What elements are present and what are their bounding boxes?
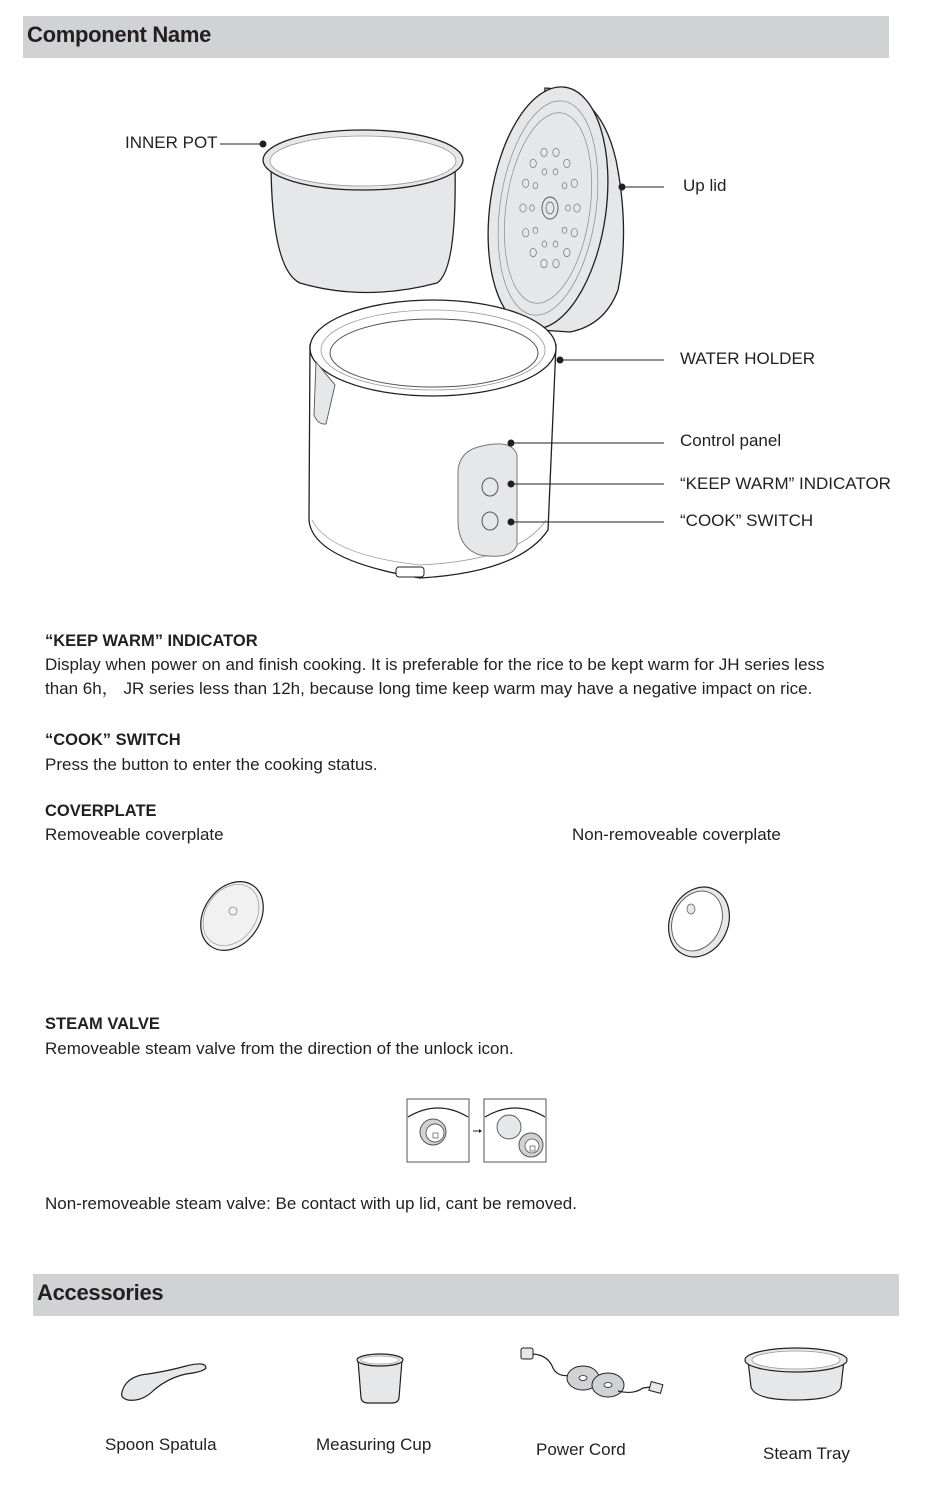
accessories-title: Accessories: [37, 1280, 164, 1305]
callout-cook-switch: “COOK” SWITCH: [680, 511, 814, 530]
callout-inner-pot: INNER POT: [125, 133, 218, 152]
accessory-label-power-cord: Power Cord: [536, 1440, 626, 1459]
power-cord-icon: [518, 1343, 668, 1403]
keep-warm-description-line-1: Display when power on and finish cooking. It is preferable for the rice to be kept warm for JH series less: [45, 655, 825, 674]
steam-valve-heading: STEAM VALVE: [45, 1015, 160, 1033]
steam-tray-icon: [743, 1345, 853, 1405]
coverplate-heading: COVERPLATE: [45, 802, 157, 820]
steam-valve-description: Removeable steam valve from the direction of the unlock icon.: [45, 1039, 514, 1058]
measuring-cup-icon: [352, 1350, 412, 1410]
up-lid-illustration: [474, 79, 624, 337]
removeable-coverplate-label: Removeable coverplate: [45, 825, 224, 844]
non-removeable-coverplate-illustration: [660, 878, 740, 968]
cook-switch-heading: “COOK” SWITCH: [45, 731, 181, 749]
callout-up-lid: Up lid: [683, 176, 727, 195]
steam-valve-removal-illustration: [406, 1097, 556, 1167]
keep-warm-description-line-2: than 6h， JR series less than 12h, because long time keep warm may have a negative impact on rice.: [45, 679, 813, 698]
cook-switch-description: Press the button to enter the cooking status.: [45, 755, 378, 774]
non-removeable-coverplate-label: Non-removeable coverplate: [572, 825, 781, 844]
accessory-label-steam-tray: Steam Tray: [763, 1444, 850, 1463]
non-removeable-steam-valve-note: Non-removeable steam valve: Be contact with up lid, cant be removed.: [45, 1194, 577, 1213]
callout-keep-warm-indicator: “KEEP WARM” INDICATOR: [680, 474, 891, 493]
rice-cooker-diagram: [0, 0, 949, 600]
callout-control-panel: Control panel: [680, 431, 782, 450]
component-name-title: Component Name: [27, 22, 212, 47]
inner-pot-illustration: [263, 130, 463, 293]
keep-warm-heading: “KEEP WARM” INDICATOR: [45, 632, 258, 650]
accessory-label-spoon-spatula: Spoon Spatula: [105, 1435, 217, 1454]
cooker-body-illustration: [309, 300, 556, 578]
accessory-label-measuring-cup: Measuring Cup: [316, 1435, 432, 1454]
callout-water-holder: WATER HOLDER: [680, 349, 816, 368]
spoon-spatula-icon: [118, 1358, 218, 1408]
removeable-coverplate-illustration: [195, 878, 275, 968]
